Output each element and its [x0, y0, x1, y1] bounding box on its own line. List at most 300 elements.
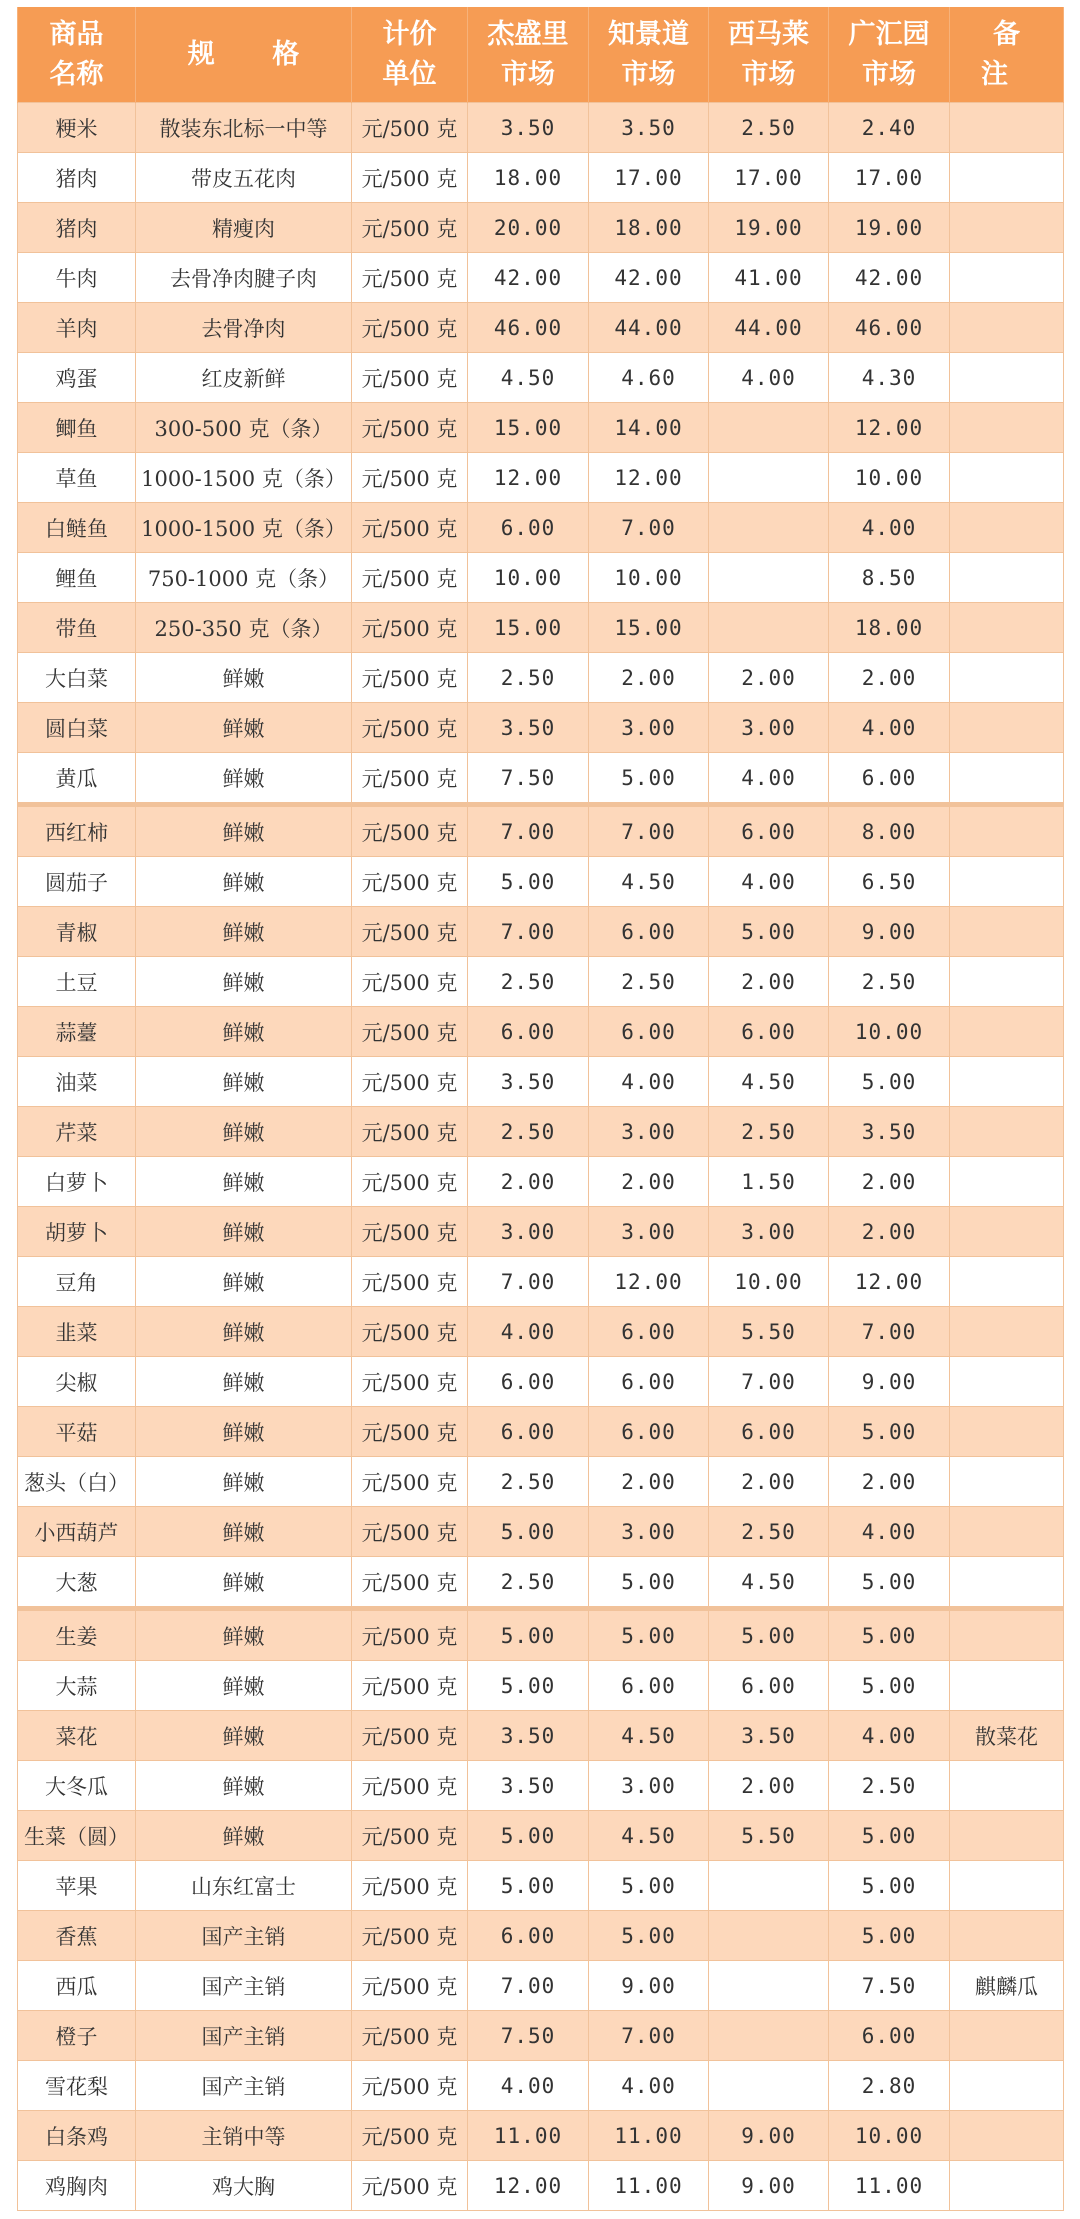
cell-unit: 元/500 克 [352, 2011, 468, 2061]
cell-name: 土豆 [18, 957, 136, 1007]
cell-unit: 元/500 克 [352, 703, 468, 753]
cell-name: 西瓜 [18, 1961, 136, 2011]
header-spec [136, 7, 352, 103]
table-row [18, 1007, 1064, 1057]
cell-unit: 元/500 克 [352, 1257, 468, 1307]
cell-unit: 元/500 克 [352, 103, 468, 153]
cell-note [950, 303, 1064, 353]
cell-name: 圆茄子 [18, 857, 136, 907]
cell-unit: 元/500 克 [352, 753, 468, 805]
cell-price-market-3: 3.00 [709, 1207, 829, 1257]
cell-spec: 鲜嫩 [136, 1307, 352, 1357]
cell-name: 芹菜 [18, 1107, 136, 1157]
cell-unit: 元/500 克 [352, 1057, 468, 1107]
cell-price-market-4: 3.50 [829, 1107, 950, 1157]
cell-price-market-2: 4.00 [589, 2061, 709, 2111]
cell-price-market-4: 10.00 [829, 2111, 950, 2161]
cell-spec: 鲜嫩 [136, 857, 352, 907]
cell-note [950, 453, 1064, 503]
cell-unit: 元/500 克 [352, 1507, 468, 1557]
cell-price-market-1: 4.50 [468, 353, 589, 403]
cell-price-market-4: 7.00 [829, 1307, 950, 1357]
cell-price-market-3: 17.00 [709, 153, 829, 203]
cell-note [950, 1057, 1064, 1107]
cell-price-market-3 [709, 2011, 829, 2061]
cell-price-market-3: 4.00 [709, 353, 829, 403]
cell-price-market-2: 7.00 [589, 503, 709, 553]
cell-spec: 国产主销 [136, 2011, 352, 2061]
cell-spec: 鲜嫩 [136, 703, 352, 753]
cell-unit: 元/500 克 [352, 1711, 468, 1761]
cell-note [950, 1357, 1064, 1407]
header-unit-line1: 计价 [382, 18, 437, 50]
cell-name: 带鱼 [18, 603, 136, 653]
cell-spec: 国产主销 [136, 1911, 352, 1961]
cell-price-market-1: 6.00 [468, 1357, 589, 1407]
table-row [18, 1961, 1064, 2011]
cell-price-market-3: 2.00 [709, 1761, 829, 1811]
cell-price-market-3 [709, 553, 829, 603]
cell-note [950, 907, 1064, 957]
cell-price-market-2: 9.00 [589, 1961, 709, 2011]
cell-price-market-3: 4.00 [709, 857, 829, 907]
cell-spec: 鲜嫩 [136, 1507, 352, 1557]
cell-price-market-2: 15.00 [589, 603, 709, 653]
cell-price-market-4: 2.50 [829, 957, 950, 1007]
cell-spec: 鲜嫩 [136, 1407, 352, 1457]
table-row [18, 1861, 1064, 1911]
table-row [18, 453, 1064, 503]
cell-note [950, 1457, 1064, 1507]
cell-name: 大蒜 [18, 1661, 136, 1711]
cell-spec: 鲜嫩 [136, 1357, 352, 1407]
cell-price-market-2: 18.00 [589, 203, 709, 253]
cell-name: 圆白菜 [18, 703, 136, 753]
cell-price-market-1: 3.50 [468, 1057, 589, 1107]
table-row [18, 2011, 1064, 2061]
cell-price-market-2: 44.00 [589, 303, 709, 353]
cell-price-market-2: 14.00 [589, 403, 709, 453]
cell-name: 蒜薹 [18, 1007, 136, 1057]
cell-spec: 鲜嫩 [136, 1157, 352, 1207]
cell-name: 草鱼 [18, 453, 136, 503]
cell-price-market-2: 11.00 [589, 2111, 709, 2161]
cell-price-market-1: 7.00 [468, 805, 589, 857]
header-unit-line2: 单位 [382, 58, 437, 90]
cell-price-market-1: 3.50 [468, 103, 589, 153]
cell-price-market-3: 3.00 [709, 703, 829, 753]
table-row [18, 1711, 1064, 1761]
cell-price-market-1: 46.00 [468, 303, 589, 353]
cell-price-market-1: 7.50 [468, 753, 589, 805]
cell-name: 韭菜 [18, 1307, 136, 1357]
table-body [18, 103, 1064, 2211]
cell-note: 麒麟瓜 [950, 1961, 1064, 2011]
cell-price-market-2: 10.00 [589, 553, 709, 603]
cell-note [950, 1557, 1064, 1609]
cell-unit: 元/500 克 [352, 203, 468, 253]
header-row [18, 7, 1064, 103]
table-row [18, 103, 1064, 153]
header-market-2 [589, 7, 709, 103]
cell-price-market-4: 5.00 [829, 1661, 950, 1711]
cell-price-market-3 [709, 403, 829, 453]
cell-price-market-4: 2.00 [829, 1157, 950, 1207]
cell-note: 散菜花 [950, 1711, 1064, 1761]
cell-price-market-1: 12.00 [468, 453, 589, 503]
header-name-line1: 商品 [49, 18, 104, 50]
cell-note [950, 603, 1064, 653]
cell-price-market-2: 42.00 [589, 253, 709, 303]
cell-name: 羊肉 [18, 303, 136, 353]
cell-price-market-1: 2.00 [468, 1157, 589, 1207]
cell-price-market-3: 44.00 [709, 303, 829, 353]
cell-unit: 元/500 克 [352, 907, 468, 957]
cell-price-market-2: 6.00 [589, 1007, 709, 1057]
cell-spec: 精瘦肉 [136, 203, 352, 253]
cell-price-market-2: 3.50 [589, 103, 709, 153]
header-market-2-line1: 知景道 [608, 18, 689, 50]
cell-unit: 元/500 克 [352, 603, 468, 653]
cell-spec: 300-500 克（条） [136, 403, 352, 453]
cell-price-market-1: 7.00 [468, 907, 589, 957]
cell-price-market-4: 2.00 [829, 1207, 950, 1257]
cell-unit: 元/500 克 [352, 1357, 468, 1407]
table-row [18, 1507, 1064, 1557]
header-note [950, 7, 1064, 103]
header-market-4 [829, 7, 950, 103]
cell-price-market-3 [709, 2061, 829, 2111]
cell-unit: 元/500 克 [352, 805, 468, 857]
cell-note [950, 1407, 1064, 1457]
cell-unit: 元/500 克 [352, 553, 468, 603]
cell-note [950, 857, 1064, 907]
cell-price-market-1: 3.50 [468, 703, 589, 753]
cell-unit: 元/500 克 [352, 1961, 468, 2011]
cell-price-market-1: 2.50 [468, 1107, 589, 1157]
cell-note [950, 2011, 1064, 2061]
cell-price-market-2: 6.00 [589, 1661, 709, 1711]
cell-price-market-2: 3.00 [589, 1107, 709, 1157]
cell-price-market-4: 2.80 [829, 2061, 950, 2111]
cell-spec: 鲜嫩 [136, 1007, 352, 1057]
table-row [18, 153, 1064, 203]
header-market-1-line2: 市场 [501, 58, 555, 90]
table-row [18, 2161, 1064, 2211]
cell-price-market-2: 6.00 [589, 907, 709, 957]
cell-price-market-4: 4.00 [829, 703, 950, 753]
cell-price-market-4: 8.50 [829, 553, 950, 603]
cell-price-market-2: 7.00 [589, 805, 709, 857]
cell-unit: 元/500 克 [352, 253, 468, 303]
cell-price-market-3: 2.50 [709, 1107, 829, 1157]
cell-name: 鸡胸肉 [18, 2161, 136, 2211]
cell-price-market-3: 6.00 [709, 1407, 829, 1457]
cell-unit: 元/500 克 [352, 403, 468, 453]
cell-unit: 元/500 克 [352, 1207, 468, 1257]
table-row [18, 1911, 1064, 1961]
cell-name: 生姜 [18, 1609, 136, 1661]
cell-name: 鲫鱼 [18, 403, 136, 453]
cell-price-market-2: 2.00 [589, 1457, 709, 1507]
cell-note [950, 2111, 1064, 2161]
cell-name: 牛肉 [18, 253, 136, 303]
cell-price-market-1: 2.50 [468, 1457, 589, 1507]
cell-price-market-4: 5.00 [829, 1407, 950, 1457]
cell-price-market-2: 4.60 [589, 353, 709, 403]
cell-name: 西红柿 [18, 805, 136, 857]
cell-price-market-3: 9.00 [709, 2111, 829, 2161]
header-name [18, 7, 136, 103]
cell-name: 豆角 [18, 1257, 136, 1307]
cell-spec: 鲜嫩 [136, 1057, 352, 1107]
table-row [18, 303, 1064, 353]
cell-spec: 鲜嫩 [136, 1711, 352, 1761]
header-market-1 [468, 7, 589, 103]
cell-unit: 元/500 克 [352, 303, 468, 353]
header-market-4-line1: 广汇园 [848, 18, 930, 50]
cell-price-market-2: 5.00 [589, 1861, 709, 1911]
cell-note [950, 1911, 1064, 1961]
cell-price-market-2: 5.00 [589, 753, 709, 805]
cell-price-market-1: 6.00 [468, 503, 589, 553]
table-row [18, 1609, 1064, 1661]
cell-name: 菜花 [18, 1711, 136, 1761]
cell-price-market-1: 11.00 [468, 2111, 589, 2161]
table-row [18, 1107, 1064, 1157]
cell-price-market-4: 42.00 [829, 253, 950, 303]
cell-note [950, 203, 1064, 253]
cell-unit: 元/500 克 [352, 957, 468, 1007]
cell-price-market-4: 4.00 [829, 1711, 950, 1761]
cell-name: 白鲢鱼 [18, 503, 136, 553]
cell-note [950, 753, 1064, 805]
cell-price-market-4: 4.30 [829, 353, 950, 403]
header-name-line2: 名称 [49, 58, 104, 90]
cell-unit: 元/500 克 [352, 1557, 468, 1609]
cell-note [950, 805, 1064, 857]
cell-price-market-2: 3.00 [589, 1507, 709, 1557]
header-spec-label: 规 格 [187, 38, 324, 70]
cell-price-market-4: 17.00 [829, 153, 950, 203]
cell-price-market-1: 42.00 [468, 253, 589, 303]
cell-note [950, 2161, 1064, 2211]
cell-price-market-2: 12.00 [589, 453, 709, 503]
cell-name: 粳米 [18, 103, 136, 153]
cell-spec: 鸡大胸 [136, 2161, 352, 2211]
cell-price-market-4: 18.00 [829, 603, 950, 653]
cell-price-market-4: 12.00 [829, 1257, 950, 1307]
cell-price-market-4: 11.00 [829, 2161, 950, 2211]
cell-price-market-3: 5.50 [709, 1811, 829, 1861]
cell-price-market-3: 4.00 [709, 753, 829, 805]
cell-spec: 国产主销 [136, 1961, 352, 2011]
cell-note [950, 1861, 1064, 1911]
cell-name: 猪肉 [18, 203, 136, 253]
cell-unit: 元/500 克 [352, 1157, 468, 1207]
table-row [18, 1761, 1064, 1811]
cell-price-market-4: 2.00 [829, 653, 950, 703]
cell-price-market-3: 6.00 [709, 805, 829, 857]
cell-spec: 鲜嫩 [136, 1257, 352, 1307]
table-row [18, 857, 1064, 907]
table-row [18, 1307, 1064, 1357]
cell-note [950, 1207, 1064, 1257]
cell-price-market-3 [709, 503, 829, 553]
cell-unit: 元/500 克 [352, 1661, 468, 1711]
cell-price-market-3: 19.00 [709, 203, 829, 253]
cell-price-market-3: 2.00 [709, 957, 829, 1007]
cell-price-market-4: 19.00 [829, 203, 950, 253]
cell-spec: 红皮新鲜 [136, 353, 352, 403]
cell-spec: 国产主销 [136, 2061, 352, 2111]
cell-name: 苹果 [18, 1861, 136, 1911]
cell-unit: 元/500 克 [352, 857, 468, 907]
cell-price-market-2: 4.50 [589, 857, 709, 907]
cell-name: 葱头（白） [18, 1457, 136, 1507]
cell-spec: 鲜嫩 [136, 753, 352, 805]
price-table [17, 7, 1064, 2211]
header-market-2-line2: 市场 [621, 58, 676, 90]
table-row [18, 403, 1064, 453]
cell-name: 鲤鱼 [18, 553, 136, 603]
cell-name: 黄瓜 [18, 753, 136, 805]
cell-price-market-3: 5.50 [709, 1307, 829, 1357]
cell-price-market-2: 6.00 [589, 1307, 709, 1357]
cell-price-market-3: 6.00 [709, 1661, 829, 1711]
cell-spec: 鲜嫩 [136, 907, 352, 957]
cell-unit: 元/500 克 [352, 1407, 468, 1457]
cell-note [950, 153, 1064, 203]
cell-note [950, 1107, 1064, 1157]
cell-price-market-3: 5.00 [709, 907, 829, 957]
table-row [18, 1257, 1064, 1307]
cell-price-market-4: 5.00 [829, 1609, 950, 1661]
cell-price-market-4: 7.50 [829, 1961, 950, 2011]
cell-name: 雪花梨 [18, 2061, 136, 2111]
cell-price-market-3: 9.00 [709, 2161, 829, 2211]
cell-price-market-4: 5.00 [829, 1557, 950, 1609]
cell-price-market-2: 6.00 [589, 1357, 709, 1407]
cell-price-market-2: 5.00 [589, 1609, 709, 1661]
cell-price-market-1: 7.00 [468, 1257, 589, 1307]
cell-price-market-2: 2.00 [589, 653, 709, 703]
cell-price-market-3: 2.50 [709, 1507, 829, 1557]
table-row [18, 1557, 1064, 1609]
cell-spec: 鲜嫩 [136, 1557, 352, 1609]
table-row [18, 1457, 1064, 1507]
cell-price-market-1: 5.00 [468, 857, 589, 907]
table-row [18, 753, 1064, 805]
header-market-3 [709, 7, 829, 103]
cell-note [950, 1307, 1064, 1357]
cell-spec: 鲜嫩 [136, 1207, 352, 1257]
cell-price-market-3: 10.00 [709, 1257, 829, 1307]
cell-price-market-1: 20.00 [468, 203, 589, 253]
cell-price-market-4: 12.00 [829, 403, 950, 453]
table-row [18, 907, 1064, 957]
cell-price-market-1: 3.50 [468, 1711, 589, 1761]
cell-name: 青椒 [18, 907, 136, 957]
cell-name: 胡萝卜 [18, 1207, 136, 1257]
cell-price-market-4: 4.00 [829, 1507, 950, 1557]
table-row [18, 553, 1064, 603]
cell-name: 橙子 [18, 2011, 136, 2061]
cell-unit: 元/500 克 [352, 1811, 468, 1861]
cell-spec: 鲜嫩 [136, 1609, 352, 1661]
cell-price-market-1: 7.00 [468, 1961, 589, 2011]
cell-price-market-1: 15.00 [468, 603, 589, 653]
cell-unit: 元/500 克 [352, 1307, 468, 1357]
cell-price-market-4: 5.00 [829, 1861, 950, 1911]
cell-price-market-1: 6.00 [468, 1007, 589, 1057]
cell-price-market-3: 1.50 [709, 1157, 829, 1207]
cell-spec: 散装东北标一中等 [136, 103, 352, 153]
cell-note [950, 353, 1064, 403]
cell-note [950, 1609, 1064, 1661]
cell-price-market-3: 2.00 [709, 653, 829, 703]
cell-price-market-1: 5.00 [468, 1811, 589, 1861]
cell-spec: 去骨净肉 [136, 303, 352, 353]
cell-price-market-4: 6.00 [829, 753, 950, 805]
cell-unit: 元/500 克 [352, 453, 468, 503]
cell-price-market-4: 9.00 [829, 1357, 950, 1407]
cell-spec: 鲜嫩 [136, 805, 352, 857]
cell-name: 生菜（圆） [18, 1811, 136, 1861]
cell-note [950, 957, 1064, 1007]
cell-price-market-3: 6.00 [709, 1007, 829, 1057]
cell-price-market-2: 3.00 [589, 703, 709, 753]
cell-spec: 1000-1500 克（条） [136, 503, 352, 553]
header-unit [352, 7, 468, 103]
cell-price-market-2: 2.50 [589, 957, 709, 1007]
table-row [18, 203, 1064, 253]
table-row [18, 805, 1064, 857]
cell-note [950, 1007, 1064, 1057]
cell-price-market-1: 18.00 [468, 153, 589, 203]
cell-price-market-2: 12.00 [589, 1257, 709, 1307]
cell-price-market-4: 5.00 [829, 1911, 950, 1961]
table-row [18, 653, 1064, 703]
cell-price-market-4: 5.00 [829, 1811, 950, 1861]
cell-price-market-1: 2.50 [468, 1557, 589, 1609]
cell-price-market-4: 46.00 [829, 303, 950, 353]
cell-price-market-1: 2.50 [468, 653, 589, 703]
cell-spec: 主销中等 [136, 2111, 352, 2161]
cell-price-market-4: 6.00 [829, 2011, 950, 2061]
table-row [18, 1157, 1064, 1207]
cell-note [950, 103, 1064, 153]
cell-note [950, 653, 1064, 703]
cell-unit: 元/500 克 [352, 1911, 468, 1961]
cell-price-market-2: 5.00 [589, 1911, 709, 1961]
header-market-3-line2: 市场 [741, 58, 796, 90]
cell-spec: 1000-1500 克（条） [136, 453, 352, 503]
cell-price-market-4: 10.00 [829, 453, 950, 503]
cell-note [950, 1507, 1064, 1557]
cell-price-market-4: 8.00 [829, 805, 950, 857]
cell-unit: 元/500 克 [352, 1609, 468, 1661]
cell-name: 鸡蛋 [18, 353, 136, 403]
cell-price-market-3 [709, 453, 829, 503]
cell-price-market-1: 5.00 [468, 1661, 589, 1711]
header-note-label: 备 注 [981, 18, 1044, 90]
cell-price-market-2: 4.00 [589, 1057, 709, 1107]
table-row [18, 1207, 1064, 1257]
table-row [18, 703, 1064, 753]
cell-price-market-1: 7.50 [468, 2011, 589, 2061]
cell-price-market-3: 41.00 [709, 253, 829, 303]
